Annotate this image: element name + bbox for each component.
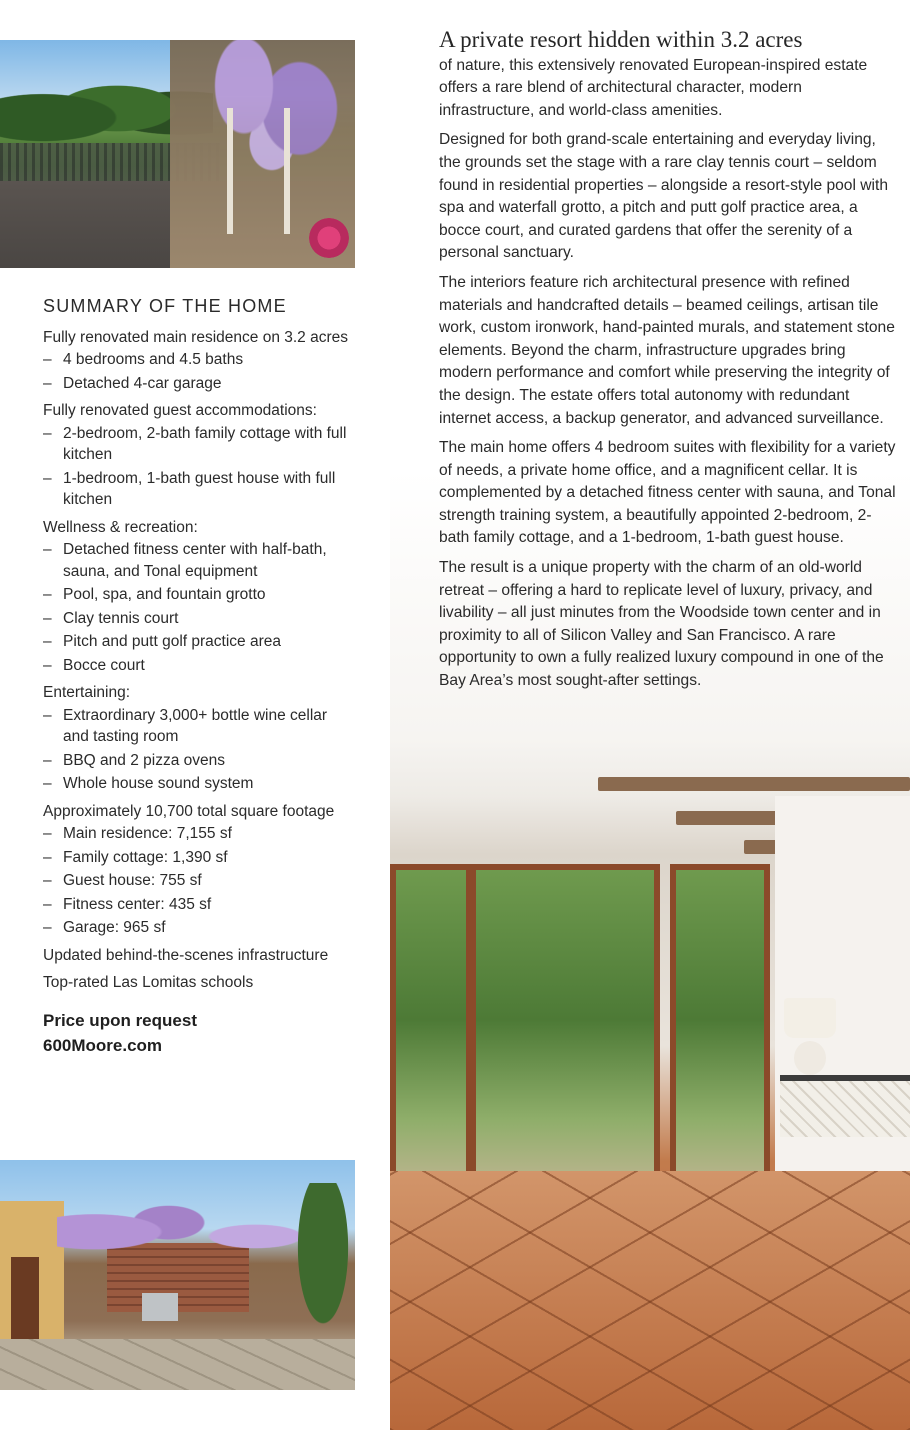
dash-bullet: – xyxy=(43,872,52,889)
list-item: – Garage: 965 sf xyxy=(43,917,353,939)
paragraph-grounds: Designed for both grand-scale entertaining and everyday living, the grounds set the stage with a rare clay tennis court – seldom found in residential properties – alongside a resort-style pool with spa and waterfall grotto, a pitch and putt golf practice area, a bocce court, and curated gardens that offer the serenity of a personal sanctuary. xyxy=(439,131,889,262)
list-item: – Family cottage: 1,390 sf xyxy=(43,847,353,869)
group-list xyxy=(43,349,353,394)
list-item: – Main residence: 7,155 sf xyxy=(43,823,353,845)
group-list xyxy=(43,423,353,511)
summary-group-square-footage xyxy=(43,801,353,939)
dash-bullet: – xyxy=(43,706,52,724)
list-item: – Detached fitness center with half-bath, sauna, and Tonal equipment xyxy=(43,541,327,580)
flower-pot xyxy=(309,218,349,258)
paragraph-main-home: The main home offers 4 bedroom suites with flexibility for a variety of needs, a private home office, and a magnificent cellar. It is complemented by a detached fitness center with sauna, and Tonal strength training system, a beautifully appointed 2-bedroom, 2-bath family cottage, and a 1-bedroom, 1-bath guest house. xyxy=(439,439,896,547)
group-heading: Wellness & recreation: xyxy=(43,518,198,536)
summary-title: SUMMARY OF THE HOME xyxy=(43,296,287,316)
summary-group-guest-accommodations xyxy=(43,400,353,511)
paragraph-result: The result is a unique property with the charm of an old-world retreat – offering a hard to replicate level of luxury, privacy, and livability – all just minutes from the Woodside town center and in proximity to all of Silicon Valley and San Francisco. A rare opportunity to own a fully realized luxury compound in one of the Bay Area’s most sought-after settings. xyxy=(439,559,884,690)
dash-bullet: – xyxy=(43,609,52,627)
glass-door xyxy=(390,864,472,1210)
pergola-post xyxy=(284,108,290,233)
glass-door xyxy=(470,864,660,1210)
paragraph-interiors: The interiors feature rich architectural presence with refined materials and handcrafted details – beamed ceilings, artisan tile work, custom ironwork, hand-painted murals, and statement stone elements. Beyond the charm, infrastructure upgrades bring modern performance and comfort while preserving the integrity of the design. The estate offers total autonomy with redundant internet access, a backup generator, and advanced surveillance. xyxy=(439,273,895,427)
group-heading: Approximately 10,700 total square footage xyxy=(43,802,335,820)
summary-group-wellness xyxy=(43,517,353,677)
summary-group-main-residence xyxy=(43,327,353,395)
group-list xyxy=(43,823,353,939)
table-lamp xyxy=(784,998,836,1038)
list-item: – Clay tennis court xyxy=(43,608,353,630)
glass-door xyxy=(670,864,770,1210)
dash-bullet: – xyxy=(43,633,52,650)
lead-text: of nature, this extensively renovated European-inspired estate offers a rare blend of architectural character, modern infrastructure, and world-class amenities. xyxy=(439,56,868,119)
group-heading: Entertaining: xyxy=(43,684,131,701)
wooden-door xyxy=(11,1257,39,1344)
lead-paragraph xyxy=(439,26,899,122)
group-heading: Fully renovated main residence on 3.2 acres xyxy=(43,328,348,346)
list-item: – Detached 4-car garage xyxy=(43,373,353,395)
lamp-base xyxy=(794,1041,826,1075)
flagstone-patio xyxy=(0,1339,355,1390)
summary-group-entertaining xyxy=(43,682,353,795)
ceiling-beam xyxy=(598,777,910,791)
dash-bullet: – xyxy=(43,895,52,913)
dash-bullet: – xyxy=(43,351,52,368)
list-item: – Extraordinary 3,000+ bottle wine cellar and tasting room xyxy=(43,706,328,745)
sideboard xyxy=(780,1075,910,1137)
list-item: – Bocce court xyxy=(43,655,353,677)
list-item: – 2-bedroom, 2-bath family cottage with full kitchen xyxy=(43,424,347,463)
list-item: – Fitness center: 435 sf xyxy=(43,894,353,916)
pergola-post xyxy=(227,108,233,233)
dash-bullet: – xyxy=(43,586,52,603)
dash-bullet: – xyxy=(43,825,52,842)
terracotta-tile-floor xyxy=(390,1171,910,1430)
dash-bullet: – xyxy=(43,919,52,936)
list-item: – Whole house sound system xyxy=(43,773,353,795)
group-list xyxy=(43,539,353,676)
website-link[interactable]: 600Moore.com xyxy=(43,1035,163,1055)
lead-heading: A private resort hidden within 3.2 acres xyxy=(439,27,803,52)
dash-bullet: – xyxy=(43,374,52,392)
schools-note: Top-rated Las Lomitas schools xyxy=(43,974,254,991)
dash-bullet: – xyxy=(43,424,52,442)
group-heading: Fully renovated guest accommodations: xyxy=(43,402,317,419)
dash-bullet: – xyxy=(43,775,52,792)
dash-bullet: – xyxy=(43,848,52,866)
wisteria xyxy=(57,1195,306,1287)
list-item: – 4 bedrooms and 4.5 baths xyxy=(43,349,353,371)
list-item: – 1-bedroom, 1-bath guest house with full kitchen xyxy=(43,469,336,508)
property-description xyxy=(439,26,899,700)
infrastructure-note: Updated behind-the-scenes infrastructure xyxy=(43,946,329,964)
bbq-patio-photo xyxy=(0,1160,355,1390)
list-item: – Pitch and putt golf practice area xyxy=(43,631,353,653)
price-text: Price upon request xyxy=(43,1010,197,1030)
group-list xyxy=(43,705,353,795)
dash-bullet: – xyxy=(43,469,52,487)
list-item: – Guest house: 755 sf xyxy=(43,870,353,892)
summary-of-home xyxy=(43,296,353,1058)
tennis-court-photo xyxy=(0,40,355,268)
dash-bullet: – xyxy=(43,751,52,769)
list-item: – BBQ and 2 pizza ovens xyxy=(43,750,353,772)
bbq-grill xyxy=(142,1293,178,1321)
dash-bullet: – xyxy=(43,656,52,674)
tree xyxy=(291,1183,355,1344)
price-block xyxy=(43,1008,353,1058)
dash-bullet: – xyxy=(43,541,52,558)
list-item: – Pool, spa, and fountain grotto xyxy=(43,584,353,606)
